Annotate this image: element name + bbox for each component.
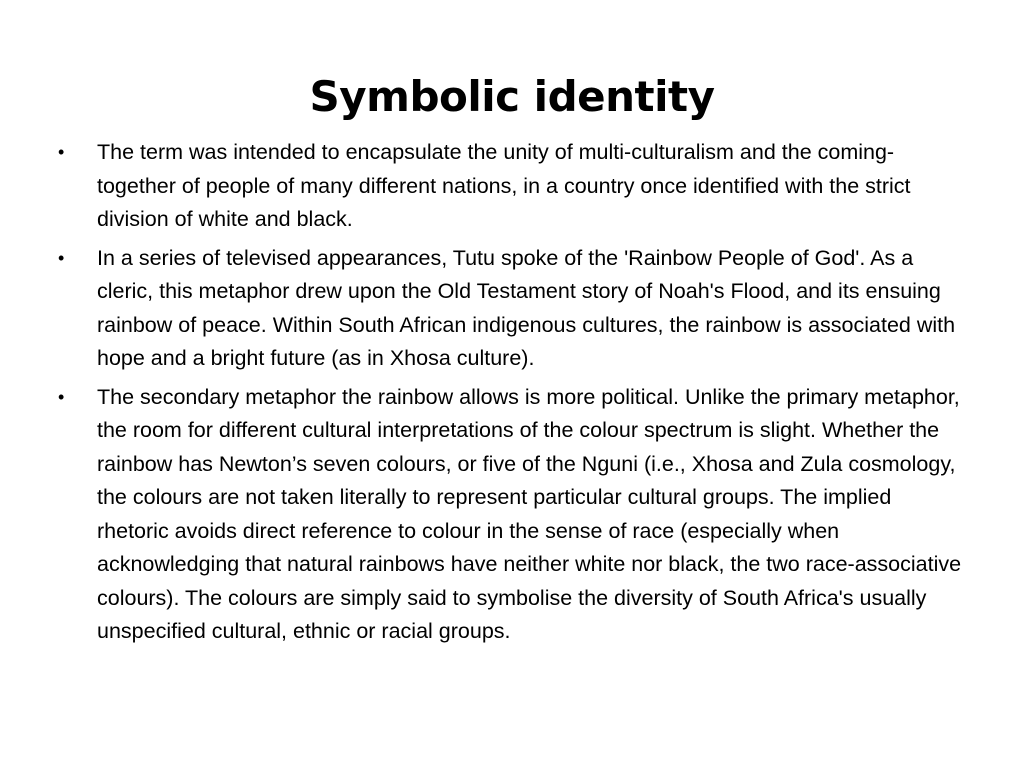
bullet-list — [56, 136, 966, 654]
bullet-item — [56, 136, 966, 237]
bullet-icon: • — [58, 386, 65, 407]
bullet-text: The term was intended to encapsulate the unity of multi-culturalism and the coming-together of people of many different nations, in a country once identified with the strict division of white and black. — [97, 140, 911, 231]
bullet-text: The secondary metaphor the rainbow allows is more political. Unlike the primary metaphor, the room for different cultural interpretations of the colour spectrum is slight. Whether the rainbow has Newton’s seven colours, or five of the Nguni (i.e., Xhosa and Zula cosmology, the colours are not taken literally to represent particular cultural groups. The implied rhetoric avoids direct reference to colour in the sense of race (especially when acknowledging that natural rainbows have neither white nor black, the two race-associative colours). The colours are simply said to symbolise the diversity of South Africa's usually unspecified cultural, ethnic or racial groups. — [97, 384, 962, 643]
bullet-icon: • — [58, 142, 65, 162]
bullet-text: In a series of televised appearances, Tutu spoke of the 'Rainbow People of God'. As a cleric, this metaphor drew upon the Old Testament story of Noah's Flood, and its ensuing rainbow of peace. Within South African indigenous cultures, the rainbow is associated with hope and a bright future (as in Xhosa culture). — [97, 245, 956, 370]
bullet-item — [56, 242, 966, 376]
bullet-item — [56, 381, 966, 649]
slide-title: Symbolic identity — [309, 72, 715, 121]
bullet-icon: • — [58, 247, 65, 268]
